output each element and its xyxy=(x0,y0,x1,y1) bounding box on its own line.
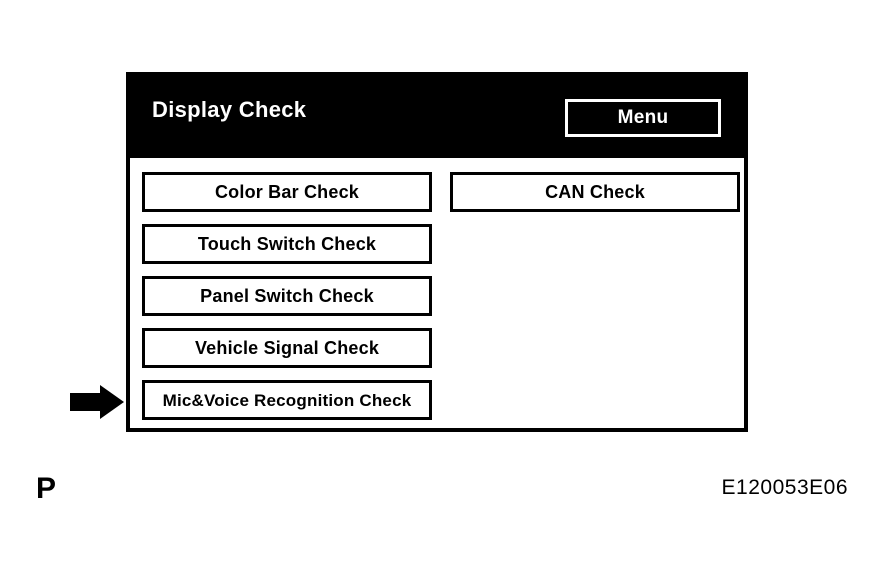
page-title: Display Check xyxy=(152,97,307,122)
menu-button[interactable]: Menu xyxy=(565,99,721,137)
panel-switch-check-button[interactable]: Panel Switch Check xyxy=(142,276,432,316)
screen-header xyxy=(130,76,744,158)
color-bar-check-button[interactable]: Color Bar Check xyxy=(142,172,432,212)
figure-code: E120053E06 xyxy=(721,476,848,499)
mic-voice-recognition-check-button[interactable]: Mic&Voice Recognition Check xyxy=(142,380,432,420)
right-arrow-icon xyxy=(70,385,124,419)
can-check-button[interactable]: CAN Check xyxy=(450,172,740,212)
right-button-column xyxy=(450,172,740,224)
vehicle-signal-check-button[interactable]: Vehicle Signal Check xyxy=(142,328,432,368)
screen-body xyxy=(130,158,744,428)
left-button-column xyxy=(142,172,432,432)
touch-switch-check-button[interactable]: Touch Switch Check xyxy=(142,224,432,264)
page-marker: P xyxy=(36,472,57,505)
display-check-screen xyxy=(126,72,748,432)
